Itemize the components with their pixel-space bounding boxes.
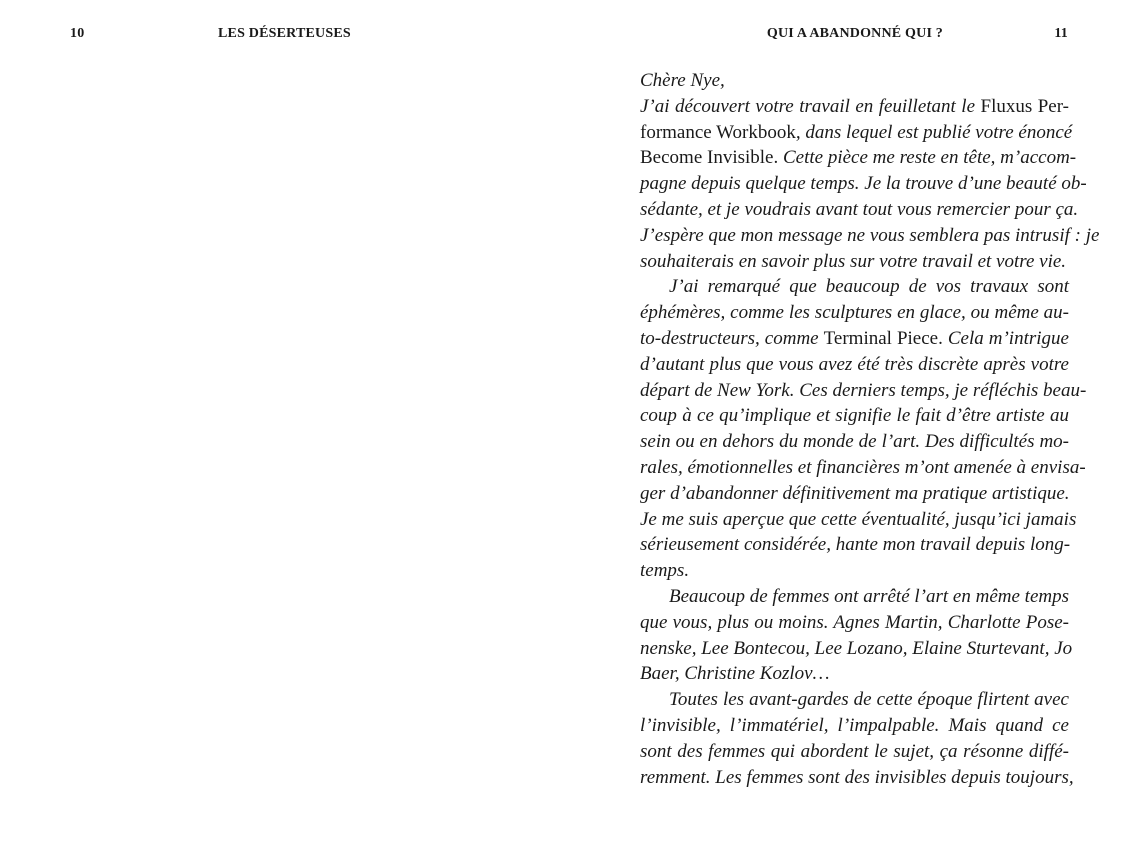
text-segment: Chère Nye, [640,70,725,91]
text-segment: temps. [640,560,690,582]
text-segment: éphémères, comme les sculptures en glace, ou même au- [640,302,1069,324]
work-title: Terminal Piece. [823,327,943,349]
text-segment: to-destructeurs, comme [640,327,824,349]
text-line [640,352,1069,378]
text-line [640,713,1069,739]
text-line [640,610,1069,636]
text-segment: d’autant plus que vous avez été très discrète après votre [640,353,1069,375]
running-head-left: LES DÉSERTEUSES [218,26,351,41]
text-line [640,120,1073,146]
text-line [640,223,1100,249]
text-line [640,197,1079,223]
text-line [640,455,1086,481]
work-title: Become Invisible. [640,147,779,169]
text-segment: sein ou en dehors du monde de l’art. Des difficultés mo- [640,431,1069,453]
text-segment: remment. Les femmes sont des invisibles depuis toujours, [640,766,1074,788]
text-line [640,739,1069,765]
text-line [640,584,1069,610]
text-line [640,378,1087,404]
text-line [640,171,1087,197]
text-segment: J’espère que mon message ne vous semblera pas intrusif : je [640,224,1100,246]
text-line [640,687,1069,713]
page-number-right: 11 [1054,26,1068,41]
text-segment: sérieusement considérée, hante mon travail depuis long- [640,534,1071,556]
text-segment: départ de New York. Ces derniers temps, je réfléchis beau- [640,379,1087,401]
text-line [640,661,1069,687]
text-segment: J’ai remarqué que beaucoup de vos travaux sont [669,276,1069,298]
text-line [640,68,1069,94]
work-title: formance Workbook [640,121,796,143]
text-line [640,326,1069,352]
text-segment: Cette pièce me reste en tête, m’accom- [778,147,1077,169]
text-segment: l’invisible, l’immatériel, l’impalpable. Mais quand ce [640,714,1069,736]
text-segment: que vous, plus ou moins. Agnes Martin, Charlotte Pose- [640,611,1069,633]
text-segment: Baer, Christine Kozlov… [640,663,830,685]
text-line [640,403,1069,429]
text-line [640,558,1069,584]
text-segment: J’ai découvert votre travail en feuilletant le [640,95,981,117]
text-segment: rales, émotionnelles et financières m’ont amenée à envisa- [640,456,1086,478]
text-segment: , dans lequel est publié votre énoncé [795,121,1073,143]
text-segment: ger d’abandonner définitivement ma pratique artistique. [640,482,1070,504]
text-line [640,481,1069,507]
text-segment: coup à ce qu’implique et signifie le fait d’être artiste au [640,405,1069,427]
text-line [640,765,1074,791]
text-segment: Je me suis aperçue que cette éventualité, jusqu’ici jamais [640,508,1077,530]
text-line [640,94,1069,120]
page-number-left: 10 [70,26,85,41]
text-line [640,145,1077,171]
text-line [640,532,1069,558]
running-head-right: QUI A ABANDONNÉ QUI ? [766,26,943,41]
text-segment: Beaucoup de femmes ont arrêté l’art en même temps [669,585,1069,607]
text-segment: sédante, et je voudrais avant tout vous remercier pour ça. [640,198,1079,220]
text-line [640,300,1069,326]
text-segment: pagne depuis quelque temps. Je la trouve d’une beauté ob- [640,173,1087,195]
text-line [640,636,1073,662]
work-title: Fluxus Per- [980,95,1069,117]
text-line [640,429,1069,455]
text-line [640,274,1069,300]
text-line [640,507,1077,533]
text-segment: Cela m’intrigue [942,327,1069,349]
text-segment: sont des femmes qui abordent le sujet, ça résonne diffé- [640,740,1069,762]
text-segment: souhaiterais en savoir plus sur votre travail et votre vie. [640,250,1067,272]
letter-body [640,68,1100,790]
text-segment: Toutes les avant-gardes de cette époque flirtent avec [669,689,1069,711]
text-line [640,249,1069,275]
text-segment: nenske, Lee Bontecou, Lee Lozano, Elaine Sturtevant, Jo [640,637,1073,659]
